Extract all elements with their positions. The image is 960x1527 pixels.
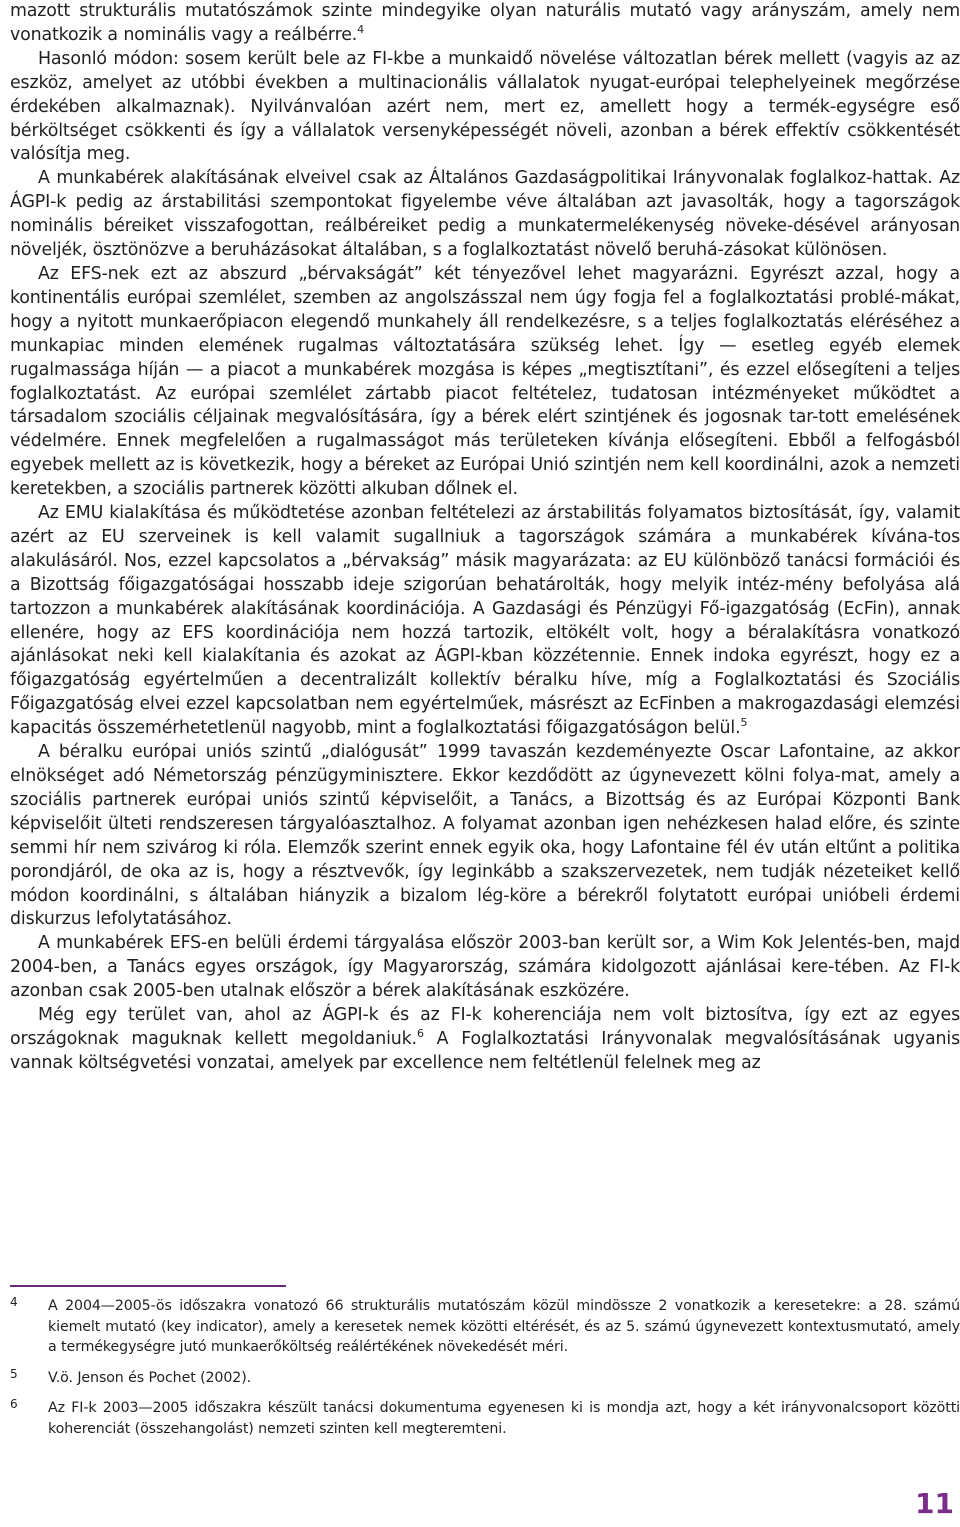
body-text — [10, 0, 960, 1076]
paragraph — [10, 932, 960, 1004]
page-number: 11 — [915, 1487, 954, 1520]
footnote-ref: 5 — [740, 716, 748, 730]
footnote-divider — [10, 1285, 286, 1287]
paragraph — [10, 48, 960, 168]
paragraph — [10, 1004, 960, 1076]
footnote — [10, 1368, 960, 1389]
footnote-text: Az FI-k 2003—2005 időszakra készült tanácsi dokumentuma egyenesen ki is mondja azt, hogy a két irányvonalcsoport közötti koherenciát (összehangolást) nemzeti szinten kell megteremteni. — [48, 1400, 960, 1437]
paragraph-text: A Foglalkoztatási Irányvonalak megvalósításának ugyanis vannak költségvetési vonzatai, amelyek par excellence nem feltétlenül felelnek meg az — [10, 1028, 960, 1073]
paragraph — [10, 502, 960, 741]
footnote — [10, 1296, 960, 1358]
paragraph — [10, 741, 960, 932]
paragraph-text: mazott strukturális mutatószámok szinte mindegyike olyan naturális mutató vagy arányszám, amely nem vonatkozik a nominális vagy a reálbérre. — [10, 1, 960, 45]
footnote-ref: 4 — [357, 23, 365, 37]
paragraph-text: A munkabérek alakításának elveivel csak az Általános Gazdaságpolitikai Irányvonalak foglalkoz-hattak. Az ÁGPI-k pedig az árstabilitási szempontokat figyelembe véve általában azt javasolták, hogy a tagországok nominális béreiket visszafogottan, reálbéreiket pedig a munkatermelékenység növeke-désével arányosan növeljék, ösztönözve a beruházásokat általában, s a foglalkoztatást növelő beruhá-zásokat különösen. — [10, 168, 960, 261]
footnote-number: 6 — [10, 1397, 18, 1411]
paragraph-text: Még egy terület van, ahol az ÁGPI-k és az FI-k koherenciája nem volt biztosítva, így ezt az egyes országoknak maguknak kellett megoldaniuk. — [10, 1005, 960, 1049]
footnote-number: 4 — [10, 1295, 18, 1309]
paragraph-text: Az EMU kialakítása és működtetése azonban feltételezi az árstabilitás folyamatos biztosítását, így, valamit azért az EU szerveinek is kell valamit sugallniuk a tagországok számára a munkabérek kívána-tos alakulásáról. Nos, ezzel kapcsolatos a „bérvakság” másik magyarázata: az EU különböző tanácsi formációi és a Bizottság főigazgatóságai hosszabb ideje szigorúan behatárolták, hogy melyik intéz-mény befolyása alá tartozzon a munkabérek alakításának koordinációja. A Gazdasági és Pénzügyi Fő-igazgatóság (EcFin), annak ellenére, hogy az EFS koordinációja nem hozzá tartozik, eltökélt volt, hogy a béralakításra vonatkozó ajánlásokat neki kell kialakítania és azokat az ÁGPI-kban közzétennie. Ennek indoka egyrészt, hogy ez a főigazgatóság egyértelműen a decentralizált kollektív béralku híve, míg a Foglalkoztatási és Szociális Főigazgatóság elvei ezzel kapcsolatban nem egyértelműek, másrészt az EcFinben a makrogazdasági elemzési kapacitás összemérhetetlenül nagyobb, mint a foglalkoztatási főigazgatóságon belül. — [10, 503, 960, 739]
footnotes — [10, 1296, 960, 1449]
footnote — [10, 1398, 960, 1439]
paragraph — [10, 263, 960, 502]
footnote-ref: 6 — [416, 1027, 424, 1041]
paragraph-text: Az EFS-nek ezt az abszurd „bérvakságát” két tényezővel lehet magyarázni. Egyrészt azzal, hogy a kontinentális európai szemlélet, szemben az angolszásszal nem úgy fogja fel a foglalkoztatási problé-mákat, hogy a nyitott munkaerőpiacon elegendő munkahely áll rendelkezésre, s a teljes foglalkoztatás eléréséhez a munkapiac minden elemének rugalmas változtatására szükség lehet. Így — esetleg egyéb elemek rugalmassága híján — a piacot a munkabérek mozgása is képes „megtisztítani”, és ezzel elősegíteni a teljes foglalkoztatást. Az európai szemlélet zártabb piacot feltételez, tudatosan intézményeket működtet a társadalom szociális céljainak megvalósítására, így a bérek elért szintjének és jogosnak tar-tott emelésének védelmére. Ennek megfelelően a rugalmasságot más területeken kívánja elősegíteni. Ebből a felfogásból egyebek mellett az is következik, hogy a béreket az Európai Unió szintjén nem kell koordinálni, azok a nemzeti keretekben, a szociális partnerek közötti alkuban dőlnek el. — [10, 263, 960, 500]
footnote-text: A 2004—2005-ös időszakra vonatozó 66 strukturális mutatószám közül mindössze 2 vonatkozik a keresetekre: a 28. számú kiemelt mutató (key indicator), amely a keresetek nemek közötti eltérését, és az 5. számú úgynevezett kontextusmutató, amely a termékegységre jutó munkaerőköltség reálértékének növekedését méri. — [48, 1298, 960, 1355]
footnote-text: V.ö. Jenson és Pochet (2002). — [48, 1369, 252, 1386]
paragraph-text: A béralku európai uniós szintű „dialógusát” 1999 tavaszán kezdeményezte Oscar Lafontaine, az akkor elnökséget adó Németország pénzügyminisztere. Ekkor kezdődött az úgynevezett kölni folya-mat, amely a szociális partnerek európai uniós szintű képviselőit, a Tanács, a Bizottság és az Európai Központi Bank képviselőit ülteti rendszeresen tárgyalóasztalhoz. A folyamat azonban igen nehézkesen halad előre, és szinte semmi hír nem szivárog ki róla. Elemzők szerint ennek egyik oka, hogy Lafontaine fél év után eltűnt a politika porondjáról, de oka az is, hogy a résztvevők, így leginkább a szakszervezetek, nem tudják nézeteiket kellő módon koordinálni, s általában hiányzik a bizalom lég-köre a bérekről folytatott európai unióbeli érdemi diskurzus lefolytatásához. — [10, 742, 960, 930]
paragraph-text: A munkabérek EFS-en belüli érdemi tárgyalása először 2003-ban került sor, a Wim Kok Jelentés-ben, majd 2004-ben, a Tanács egyes országok, így Magyarország, számára kidolgozott ajánlásai kere-tében. Az FI-k azonban csak 2005-ben utalnak először a bérek alakításának eszközére. — [10, 933, 960, 1002]
paragraph-text: Hasonló módon: sosem került bele az FI-kbe a munkaidő növelése változatlan bérek mellett (vagyis az az eszköz, amelyet az utóbbi években a multinacionális vállalatok nyugat-európai telephelyeinek megőrzése érdekében alkalmaznak). Nyilvánvalóan azért nem, mert ez, amellett hogy a termék-egységre eső bérköltséget csökkenti és így a vállalatok versenyképességét növeli, azonban a bérek effektív csökkentését valósítja meg. — [10, 48, 960, 165]
paragraph — [10, 0, 960, 48]
footnote-number: 5 — [10, 1366, 18, 1381]
paragraph — [10, 167, 960, 263]
